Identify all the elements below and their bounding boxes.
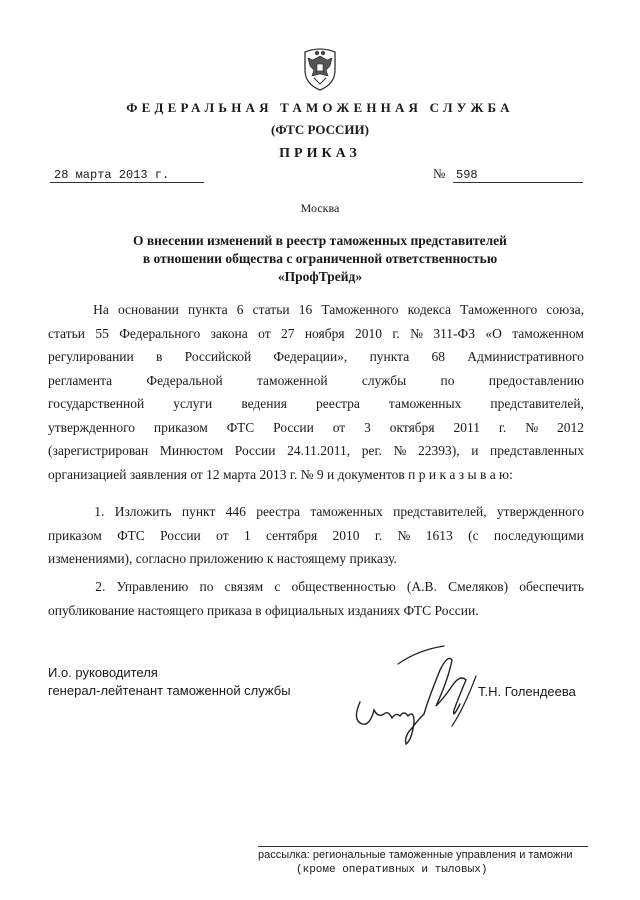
item-2-paragraph [48, 575, 584, 622]
paragraph-line: государственной услуги ведения реестра таможенных представителей, [48, 396, 584, 411]
signatory-name: Т.Н. Голендеева [478, 684, 576, 699]
signatory-title-line: И.о. руководителя [48, 665, 158, 680]
item-1-paragraph [48, 500, 584, 571]
order-subject [80, 232, 560, 286]
paragraph-line: 2. Управлению по связям с общественностью (А.В. Смеляков) обеспечить [95, 579, 584, 594]
paragraph-line: организацией заявления от 12 марта 2013 г. № 9 и документов п р и к а з ы в а ю: [48, 466, 513, 482]
paragraph-line: регулировании в Российской Федерации», пункта 68 Административного [48, 349, 584, 364]
subject-line: О внесении изменений в реестр таможенных представителей [133, 233, 507, 248]
signatory-title-line: генерал-лейтенант таможенной службы [48, 683, 291, 698]
agency-name: ФЕДЕРАЛЬНАЯ ТАМОЖЕННАЯ СЛУЖБА [126, 100, 514, 115]
document-type: ПРИКАЗ [279, 146, 361, 161]
paragraph-line: приказом ФТС России от 1 сентября 2010 г. № 1613 (с последующими [48, 527, 584, 543]
order-date: 28 марта 2013 г. [50, 168, 204, 183]
paragraph-line: опубликование настоящего приказа в официальных изданиях ФТС России. [48, 602, 479, 618]
paragraph-line: статьи 55 Федерального закона от 27 ноября 2010 г. № 311-ФЗ «О таможенном [48, 325, 584, 341]
city: Москва [300, 201, 340, 215]
distribution-divider [258, 846, 588, 847]
distribution-line: рассылка: региональные таможенные управления и таможни [258, 849, 573, 861]
subject-line: в отношении общества с ограниченной ответственностью [142, 251, 498, 266]
paragraph-line: изменениями), согласно приложению к настоящему приказу. [48, 551, 397, 566]
paragraph-line: 1. Изложить пункт 446 реестра таможенных представителей, утвержденного [94, 504, 584, 519]
distribution-line: (кроме оперативных и тыловых) [296, 864, 488, 876]
coat-of-arms-icon [298, 44, 342, 92]
agency-short-name: (ФТС РОССИИ) [271, 122, 369, 137]
paragraph-line: На основании пункта 6 статьи 16 Таможенного кодекса Таможенного союза, [93, 302, 584, 317]
paragraph-line: (зарегистрирован Минюстом России 24.11.2011, рег. № 22393), и представленных [48, 443, 584, 458]
signatory-title [48, 664, 291, 700]
subject-line: «ПрофТрейд» [277, 269, 363, 284]
number-sign: № [433, 166, 446, 181]
preamble-paragraph [48, 298, 584, 486]
handwritten-signature [348, 640, 498, 760]
paragraph-line: утвержденного приказом ФТС России от 3 октября 2011 г. № 2012 [48, 419, 584, 435]
order-number: 598 [453, 168, 583, 183]
paragraph-line: регламента Федеральной таможенной службы по предоставлению [48, 372, 584, 388]
